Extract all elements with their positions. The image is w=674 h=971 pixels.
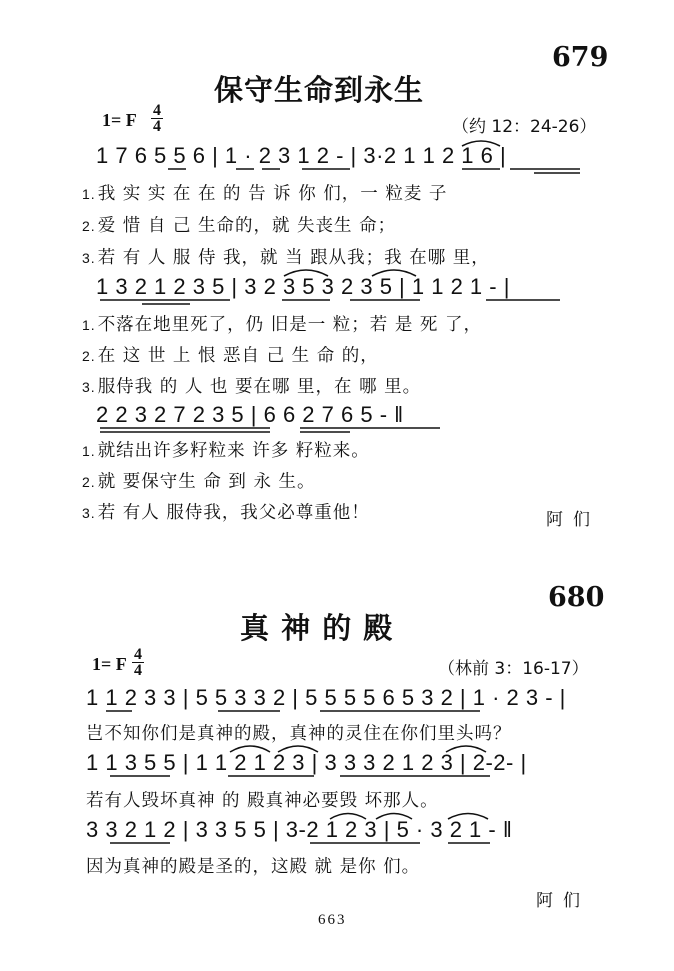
hymn-680-notes-2: 1 1 3 5 5 | 1 1 2 1 2 3 | 3 3 3 2 1 2 3 | 2-2- | <box>86 750 527 775</box>
lyric-text: 服侍我 的 人 也 要在哪 里，在 哪 里。 <box>97 377 422 397</box>
hymn-679-lyric-1-2 <box>82 212 396 237</box>
hymn-679-lyric-2-3 <box>82 373 421 398</box>
hymn-679-notes-3: 2 2 3 2 7 2 3 5 | 6 6 2 7 6 5 - ‖ <box>96 402 404 427</box>
hymn-679-title: 保守生命到永生 <box>214 73 425 107</box>
hymn-679-lyric-2-1 <box>82 311 482 336</box>
hymn-680-notes-3: 3 3 2 1 2 | 3 3 5 5 | 3-2 1 2 3 | 5 · 3 2 1 - ‖ <box>86 817 513 842</box>
verse-number: 1. <box>82 186 96 202</box>
hymn-679-key: 1= F <box>102 110 137 130</box>
hymn-680-number: 680 <box>548 582 605 613</box>
verse-number: 1. <box>82 443 96 459</box>
hymn-679-lyric-3-1 <box>82 437 370 462</box>
verse-number: 3. <box>82 250 96 266</box>
time-top: 4 <box>153 102 161 119</box>
hymn-680-amen: 阿们 <box>536 891 590 911</box>
hymn-680-time-signature <box>131 647 145 678</box>
verse-number: 2. <box>82 218 96 234</box>
verse-number: 3. <box>82 379 96 395</box>
hymn-679-notes-1: 1 7 6 5 5 6 | 1 · 2 3 1 2 - | 3·2 1 1 2 1 6 | <box>96 143 507 168</box>
hymn-679-notes-2: 1 3 2 1 2 3 5 | 3 2 3 5 3 2 3 5 | 1 1 2 1 - | <box>96 274 510 299</box>
hymn-680-lyric-3: 因为真神的殿是圣的，这殿 就 是你 们。 <box>86 857 421 877</box>
hymn-680-lyric-1: 岂不知你们是真神的殿，真神的灵住在你们里头吗？ <box>86 724 512 744</box>
hymn-679-lyric-2-2 <box>82 342 379 367</box>
hymn-680-key: 1= F <box>92 654 127 674</box>
lyric-text: 就 要保守生 命 到 永 生。 <box>97 472 316 492</box>
hymn-679-amen: 阿们 <box>546 510 600 530</box>
lyric-text: 不落在地里死了，仍 旧是一 粒；若 是 死 了， <box>97 315 482 335</box>
lyric-text: 爱 惜 自 己 生命的，就 失丧生 命； <box>97 216 397 236</box>
time-bottom: 4 <box>134 662 142 679</box>
time-top: 4 <box>134 646 142 663</box>
lyric-text: 若 有人 服侍我，我父必尊重他！ <box>97 503 370 523</box>
hymn-679-lyric-3-3 <box>82 499 370 524</box>
hymn-680-title: 真 神 的 殿 <box>240 611 394 645</box>
time-bottom: 4 <box>153 118 161 135</box>
verse-number: 3. <box>82 505 96 521</box>
lyric-text: 在 这 世 上 恨 恶自 己 生 命 的， <box>97 346 379 366</box>
lyric-text: 我 实 实 在 在 的 告 诉 你 们，一 粒麦 子 <box>97 184 448 204</box>
verse-number: 2. <box>82 474 96 490</box>
verse-number: 1. <box>82 317 96 333</box>
hymn-679-number: 679 <box>552 42 609 73</box>
lyric-text: 若 有 人 服 侍 我，就 当 跟从我；我 在哪 里， <box>97 248 490 268</box>
hymn-679-lyric-1-1 <box>82 180 447 205</box>
hymn-679-lyric-1-3 <box>82 244 490 269</box>
hymn-679-lyric-3-2 <box>82 468 316 493</box>
hymn-680-lyric-2: 若有人毁坏真神 的 殿真神必要毁 坏那人。 <box>86 791 439 811</box>
page-number: 663 <box>318 912 347 928</box>
hymn-680-notes-1: 1 1 2 3 3 | 5 5 3 3 2 | 5 5 5 5 6 5 3 2 | 1 · 2 3 - | <box>86 685 566 710</box>
lyric-text: 就结出许多籽粒来 许多 籽粒来。 <box>97 441 370 461</box>
hymn-680-reference: （林前 3：16-17） <box>438 659 589 679</box>
verse-number: 2. <box>82 348 96 364</box>
hymn-679-time-signature <box>150 103 164 134</box>
hymn-679-reference: （约 12：24-26） <box>452 117 597 137</box>
